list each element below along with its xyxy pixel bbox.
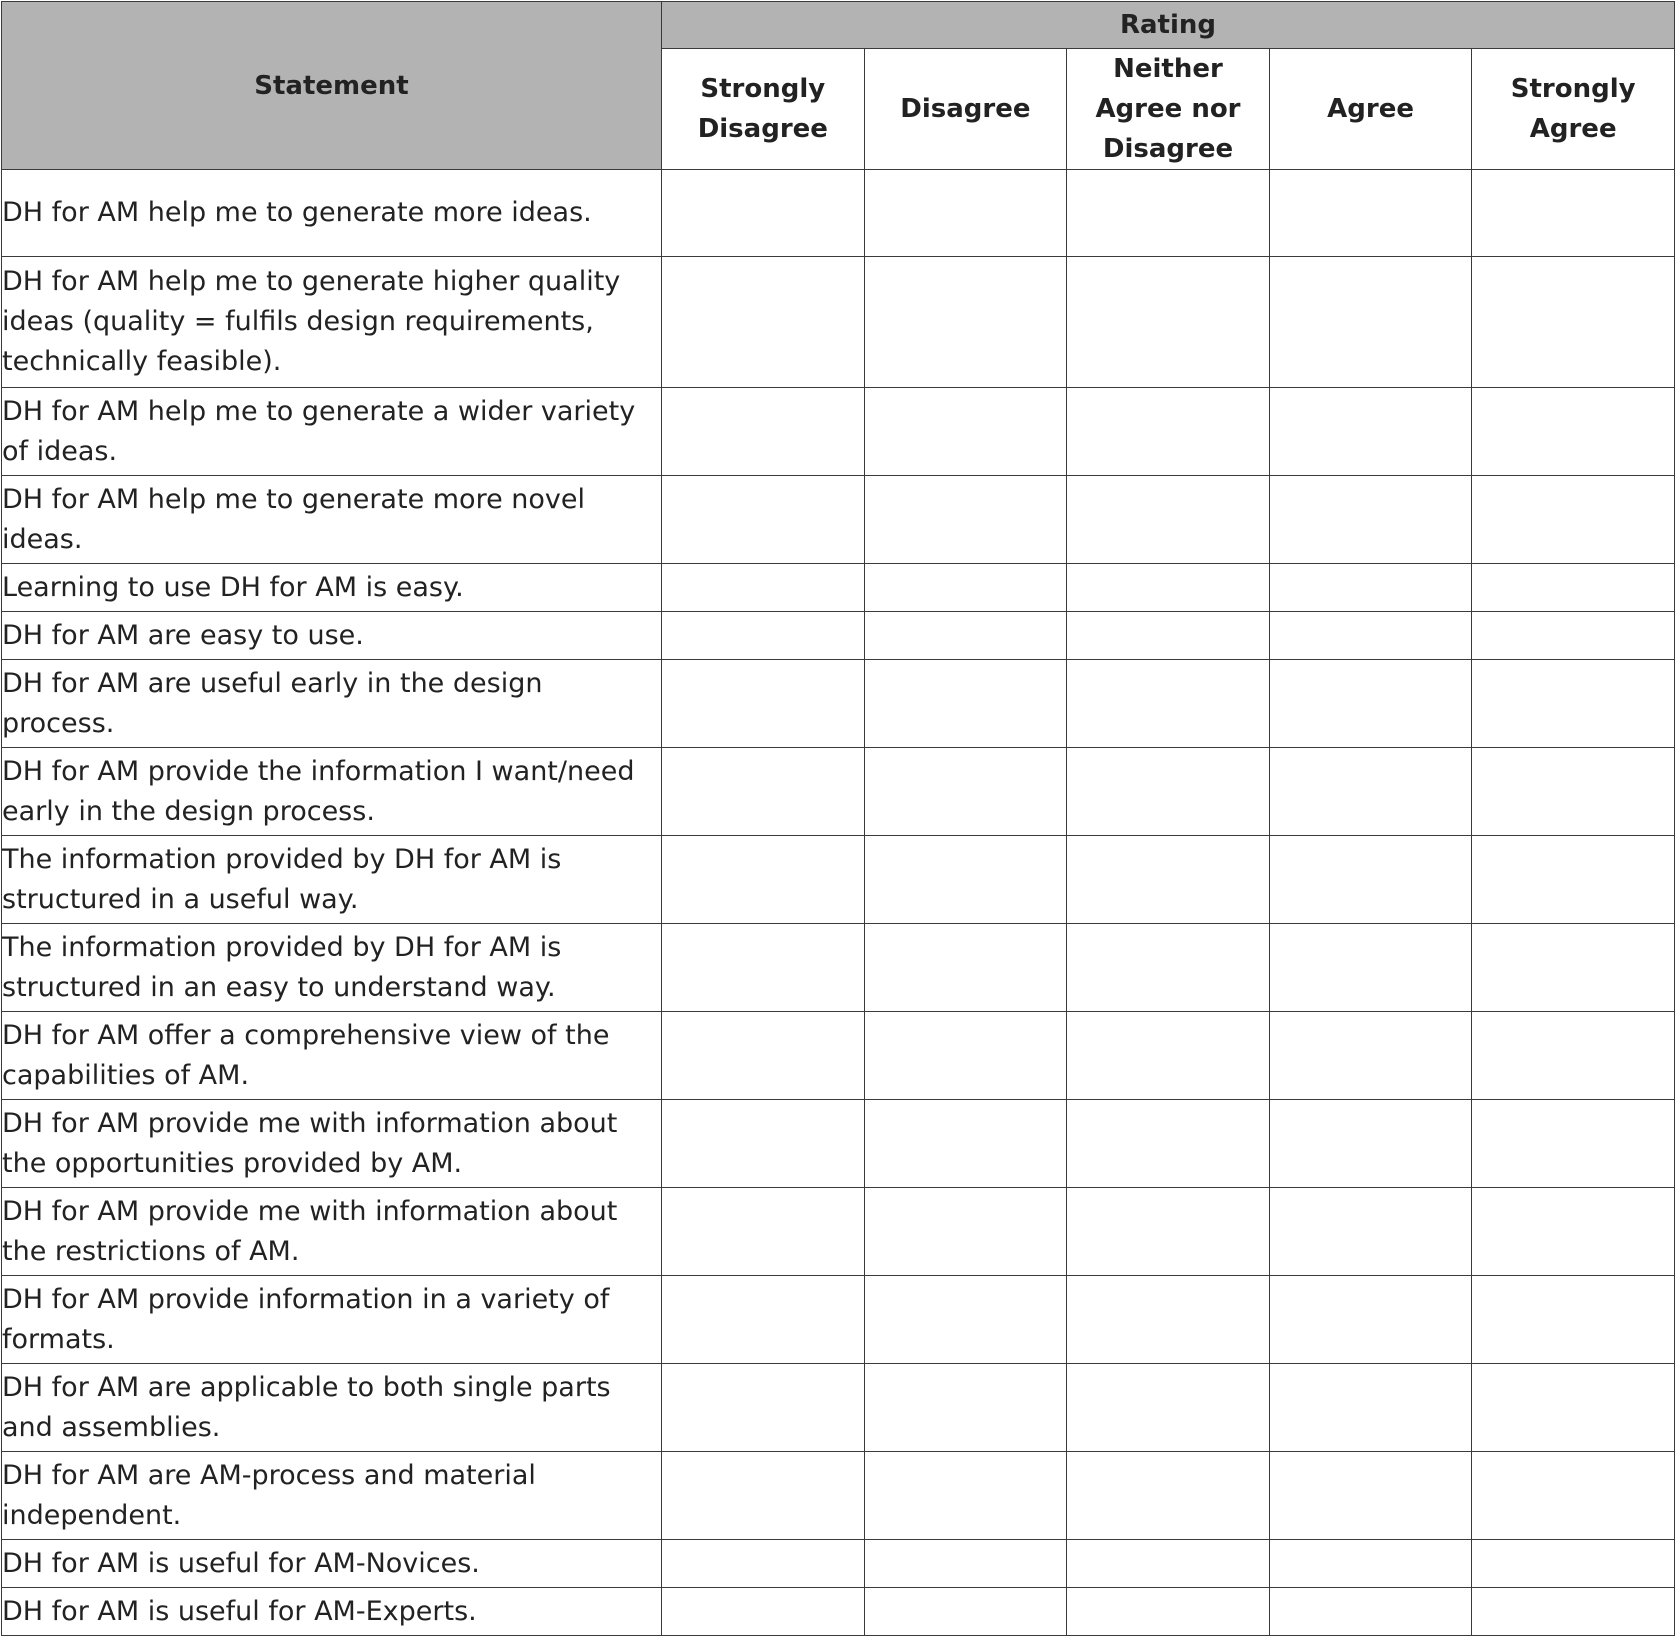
rating-cell-strongly-disagree[interactable]	[662, 1540, 865, 1588]
rating-cell-neutral[interactable]	[1067, 924, 1270, 1012]
rating-cell-neutral[interactable]	[1067, 1364, 1270, 1452]
rating-cell-strongly-agree[interactable]	[1472, 660, 1675, 748]
table-row	[2, 836, 1675, 924]
statement-text: DH for AM are applicable to both single parts and assemblies.	[2, 1364, 662, 1452]
rating-cell-neutral[interactable]	[1067, 170, 1270, 257]
rating-cell-strongly-agree[interactable]	[1472, 564, 1675, 612]
statement-text: DH for AM is useful for AM-Experts.	[2, 1588, 662, 1636]
rating-cell-disagree[interactable]	[864, 1452, 1067, 1540]
rating-cell-strongly-agree[interactable]	[1472, 1540, 1675, 1588]
rating-cell-strongly-disagree[interactable]	[662, 748, 865, 836]
option-strongly-agree: Strongly Agree	[1472, 49, 1675, 170]
statement-text: DH for AM provide me with information about the restrictions of AM.	[2, 1188, 662, 1276]
rating-cell-strongly-agree[interactable]	[1472, 388, 1675, 476]
option-neutral: Neither Agree nor Disagree	[1067, 49, 1270, 170]
statement-text: DH for AM help me to generate higher quality ideas (quality = fulfils design requirements, technically feasible).	[2, 257, 662, 388]
rating-cell-disagree[interactable]	[864, 1588, 1067, 1636]
rating-cell-agree[interactable]	[1269, 1540, 1472, 1588]
rating-cell-strongly-agree[interactable]	[1472, 1012, 1675, 1100]
rating-cell-strongly-disagree[interactable]	[662, 612, 865, 660]
rating-cell-neutral[interactable]	[1067, 748, 1270, 836]
table-row	[2, 1188, 1675, 1276]
statement-text: DH for AM provide information in a variety of formats.	[2, 1276, 662, 1364]
rating-cell-disagree[interactable]	[864, 1540, 1067, 1588]
rating-cell-neutral[interactable]	[1067, 1540, 1270, 1588]
table-row	[2, 388, 1675, 476]
rating-cell-agree[interactable]	[1269, 612, 1472, 660]
rating-cell-disagree[interactable]	[864, 836, 1067, 924]
rating-cell-neutral[interactable]	[1067, 612, 1270, 660]
rating-cell-agree[interactable]	[1269, 388, 1472, 476]
rating-cell-disagree[interactable]	[864, 1188, 1067, 1276]
statement-text: Learning to use DH for AM is easy.	[2, 564, 662, 612]
option-agree: Agree	[1269, 49, 1472, 170]
rating-cell-disagree[interactable]	[864, 1364, 1067, 1452]
rating-cell-strongly-disagree[interactable]	[662, 1100, 865, 1188]
rating-cell-neutral[interactable]	[1067, 1452, 1270, 1540]
rating-cell-strongly-disagree[interactable]	[662, 1188, 865, 1276]
rating-cell-agree[interactable]	[1269, 564, 1472, 612]
table-row	[2, 924, 1675, 1012]
rating-cell-strongly-disagree[interactable]	[662, 1588, 865, 1636]
rating-cell-disagree[interactable]	[864, 388, 1067, 476]
rating-header: Rating	[662, 2, 1675, 49]
rating-cell-agree[interactable]	[1269, 170, 1472, 257]
statement-header: Statement	[2, 2, 662, 170]
rating-cell-disagree[interactable]	[864, 476, 1067, 564]
rating-cell-disagree[interactable]	[864, 257, 1067, 388]
rating-cell-neutral[interactable]	[1067, 1188, 1270, 1276]
statement-text: The information provided by DH for AM is structured in a useful way.	[2, 836, 662, 924]
table-row	[2, 660, 1675, 748]
rating-cell-strongly-agree[interactable]	[1472, 612, 1675, 660]
statement-text: DH for AM help me to generate more novel ideas.	[2, 476, 662, 564]
rating-cell-disagree[interactable]	[864, 1100, 1067, 1188]
rating-cell-agree[interactable]	[1269, 1276, 1472, 1364]
rating-cell-agree[interactable]	[1269, 1188, 1472, 1276]
option-disagree: Disagree	[864, 49, 1067, 170]
rating-cell-strongly-agree[interactable]	[1472, 836, 1675, 924]
rating-cell-agree[interactable]	[1269, 476, 1472, 564]
rating-cell-neutral[interactable]	[1067, 660, 1270, 748]
rating-cell-strongly-disagree[interactable]	[662, 388, 865, 476]
option-strongly-disagree: Strongly Disagree	[662, 49, 865, 170]
table-row	[2, 612, 1675, 660]
rating-cell-strongly-agree[interactable]	[1472, 748, 1675, 836]
rating-cell-neutral[interactable]	[1067, 836, 1270, 924]
rating-cell-strongly-agree[interactable]	[1472, 1588, 1675, 1636]
rating-cell-disagree[interactable]	[864, 170, 1067, 257]
rating-cell-neutral[interactable]	[1067, 1100, 1270, 1188]
rating-cell-strongly-disagree[interactable]	[662, 564, 865, 612]
rating-cell-strongly-disagree[interactable]	[662, 170, 865, 257]
rating-cell-agree[interactable]	[1269, 1100, 1472, 1188]
rating-cell-agree[interactable]	[1269, 1364, 1472, 1452]
table-row	[2, 1540, 1675, 1588]
rating-cell-agree[interactable]	[1269, 924, 1472, 1012]
rating-cell-neutral[interactable]	[1067, 564, 1270, 612]
rating-cell-strongly-disagree[interactable]	[662, 257, 865, 388]
rating-cell-strongly-disagree[interactable]	[662, 476, 865, 564]
table-row	[2, 564, 1675, 612]
table-row	[2, 1588, 1675, 1636]
rating-cell-strongly-agree[interactable]	[1472, 1364, 1675, 1452]
rating-table	[1, 1, 1675, 1636]
table-row	[2, 1012, 1675, 1100]
rating-cell-disagree[interactable]	[864, 1012, 1067, 1100]
table-row	[2, 476, 1675, 564]
rating-cell-strongly-agree[interactable]	[1472, 1276, 1675, 1364]
rating-cell-neutral[interactable]	[1067, 1588, 1270, 1636]
rating-cell-neutral[interactable]	[1067, 257, 1270, 388]
rating-cell-disagree[interactable]	[864, 660, 1067, 748]
table-row	[2, 1276, 1675, 1364]
rating-cell-strongly-disagree[interactable]	[662, 660, 865, 748]
rating-cell-neutral[interactable]	[1067, 1012, 1270, 1100]
statement-text: DH for AM provide the information I want/need early in the design process.	[2, 748, 662, 836]
rating-cell-strongly-disagree[interactable]	[662, 1364, 865, 1452]
table-row	[2, 748, 1675, 836]
rating-cell-agree[interactable]	[1269, 748, 1472, 836]
rating-cell-neutral[interactable]	[1067, 476, 1270, 564]
table-row	[2, 257, 1675, 388]
statement-text: DH for AM help me to generate more ideas.	[2, 170, 662, 257]
statement-text: The information provided by DH for AM is structured in an easy to understand way.	[2, 924, 662, 1012]
rating-cell-agree[interactable]	[1269, 660, 1472, 748]
statement-text: DH for AM provide me with information about the opportunities provided by AM.	[2, 1100, 662, 1188]
rating-cell-strongly-agree[interactable]	[1472, 476, 1675, 564]
header-row-top	[2, 2, 1675, 49]
rating-cell-strongly-agree[interactable]	[1472, 924, 1675, 1012]
rating-cell-strongly-agree[interactable]	[1472, 1452, 1675, 1540]
statement-text: DH for AM are AM-process and material independent.	[2, 1452, 662, 1540]
rating-cell-strongly-agree[interactable]	[1472, 257, 1675, 388]
rating-cell-strongly-disagree[interactable]	[662, 1012, 865, 1100]
rating-cell-agree[interactable]	[1269, 1452, 1472, 1540]
statement-text: DH for AM help me to generate a wider variety of ideas.	[2, 388, 662, 476]
rating-cell-strongly-agree[interactable]	[1472, 1100, 1675, 1188]
rating-cell-disagree[interactable]	[864, 924, 1067, 1012]
table-row	[2, 1364, 1675, 1452]
statement-text: DH for AM are useful early in the design process.	[2, 660, 662, 748]
table-row	[2, 1452, 1675, 1540]
rating-cell-agree[interactable]	[1269, 1588, 1472, 1636]
statement-text: DH for AM are easy to use.	[2, 612, 662, 660]
rating-cell-disagree[interactable]	[864, 1276, 1067, 1364]
rating-cell-disagree[interactable]	[864, 612, 1067, 660]
rating-cell-strongly-disagree[interactable]	[662, 836, 865, 924]
rating-cell-disagree[interactable]	[864, 748, 1067, 836]
table-row	[2, 170, 1675, 257]
table-row	[2, 1100, 1675, 1188]
rating-cell-neutral[interactable]	[1067, 388, 1270, 476]
rating-cell-strongly-agree[interactable]	[1472, 170, 1675, 257]
rating-cell-neutral[interactable]	[1067, 1276, 1270, 1364]
rating-cell-agree[interactable]	[1269, 257, 1472, 388]
rating-cell-strongly-disagree[interactable]	[662, 1276, 865, 1364]
statement-text: DH for AM is useful for AM-Novices.	[2, 1540, 662, 1588]
rating-cell-strongly-disagree[interactable]	[662, 924, 865, 1012]
rating-cell-agree[interactable]	[1269, 836, 1472, 924]
rating-cell-strongly-agree[interactable]	[1472, 1188, 1675, 1276]
rating-cell-disagree[interactable]	[864, 564, 1067, 612]
rating-cell-agree[interactable]	[1269, 1012, 1472, 1100]
statement-text: DH for AM offer a comprehensive view of the capabilities of AM.	[2, 1012, 662, 1100]
rating-cell-strongly-disagree[interactable]	[662, 1452, 865, 1540]
